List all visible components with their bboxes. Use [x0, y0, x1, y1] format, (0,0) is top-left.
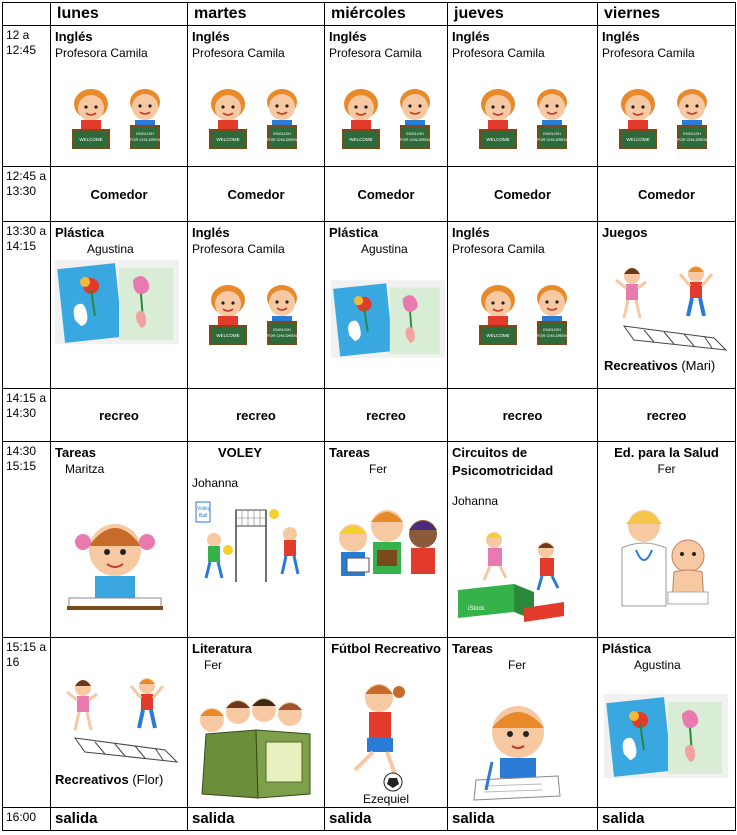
cell-tareas [448, 638, 598, 808]
svg-text:Ball: Ball [199, 513, 208, 519]
teacher: Profesora Camila [452, 242, 545, 256]
cell-plastica [325, 222, 448, 389]
teacher: Fer [508, 658, 526, 672]
teacher: Profesora Camila [192, 242, 285, 256]
subject: Inglés [329, 29, 367, 44]
subject: Tareas [452, 641, 493, 656]
teacher: Agustina [361, 242, 408, 256]
row-12-1245 [3, 26, 736, 167]
subject: Literatura [192, 641, 252, 656]
header-row [3, 3, 736, 26]
kids-books-icon [329, 498, 445, 588]
subject: Plástica [55, 225, 105, 240]
istock-watermark: iStock [468, 606, 485, 612]
cell-salida: salida [325, 808, 448, 831]
teacher: Fer [369, 462, 387, 476]
time-label: 13:30 a 14:15 [3, 222, 51, 389]
cell-comedor: Comedor [51, 167, 188, 222]
schedule-table [2, 2, 736, 831]
cell-salida: salida [188, 808, 325, 831]
cell-ingles [598, 26, 736, 167]
day-viernes: viernes [598, 3, 736, 26]
english-kids-icon [61, 82, 173, 152]
volleyball-icon [194, 500, 306, 584]
cell-juegos-recreativos [51, 638, 188, 808]
cell-recreo: recreo [325, 389, 448, 442]
cell-comedor: Comedor [325, 167, 448, 222]
english-kids-icon [198, 278, 310, 348]
activity-note [604, 358, 715, 373]
cell-salida: salida [51, 808, 188, 831]
cell-ingles [325, 26, 448, 167]
teacher: Profesora Camila [602, 46, 695, 60]
subject: Inglés [452, 225, 490, 240]
teacher: Profesora Camila [452, 46, 545, 60]
subject: Plástica [602, 641, 652, 656]
day-jueves: jueves [448, 3, 598, 26]
day-miercoles: miércoles [325, 3, 448, 26]
time-label: 12 a 12:45 [3, 26, 51, 167]
cell-salud [598, 442, 736, 638]
row-1415-1430 [3, 389, 736, 442]
cell-comedor: Comedor [448, 167, 598, 222]
cell-plastica [51, 222, 188, 389]
time-label: 14:30 15:15 [3, 442, 51, 638]
cell-tareas [51, 442, 188, 638]
subject: Plástica [329, 225, 379, 240]
note-rest: (Mari) [677, 358, 716, 373]
cell-ingles [448, 26, 598, 167]
time-label: 15:15 a 16 [3, 638, 51, 808]
soccer-girl-icon [329, 678, 425, 792]
subject: VOLEY [218, 445, 263, 460]
subject: Inglés [452, 29, 490, 44]
subject: Ed. para la Salud [614, 445, 719, 460]
english-kids-icon [608, 82, 720, 152]
english-kids-icon [468, 278, 580, 348]
cell-juegos [598, 222, 736, 389]
english-kids-icon [198, 82, 310, 152]
corner-cell [3, 3, 51, 26]
teacher: Fer [204, 658, 222, 672]
row-1600 [3, 808, 736, 831]
cell-voley [188, 442, 325, 638]
cell-salida: salida [448, 808, 598, 831]
doctor-baby-icon [604, 498, 728, 608]
subject: Circuitos de Psicomotricidad [452, 445, 554, 478]
subject: Juegos [602, 225, 648, 240]
time-label: 16:00 [3, 808, 51, 831]
teacher: Profesora Camila [329, 46, 422, 60]
hand-art-icon [331, 278, 445, 360]
cell-recreo: recreo [188, 389, 325, 442]
subject: Inglés [192, 29, 230, 44]
kids-reading-icon [192, 690, 320, 802]
cell-salida: salida [598, 808, 736, 831]
teacher: Agustina [87, 242, 134, 256]
teacher: Johanna [452, 494, 499, 508]
subject: Tareas [55, 445, 96, 460]
english-kids-icon [468, 82, 580, 152]
cell-circuitos [448, 442, 598, 638]
cell-comedor: Comedor [598, 167, 736, 222]
subject: Inglés [602, 29, 640, 44]
psychomotor-circuit-icon [454, 528, 570, 632]
row-1515-16 [3, 638, 736, 808]
hand-art-icon [604, 694, 728, 778]
cell-comedor: Comedor [188, 167, 325, 222]
time-label: 12:45 a 13:30 [3, 167, 51, 222]
cell-ingles [51, 26, 188, 167]
teacher: Fer [657, 462, 676, 476]
row-1430-1515 [3, 442, 736, 638]
day-lunes: lunes [51, 3, 188, 26]
teacher: Profesora Camila [55, 46, 148, 60]
teacher: Profesora Camila [192, 46, 285, 60]
teacher: Maritza [65, 462, 105, 476]
girl-writing-icon [65, 512, 165, 612]
cell-ingles [448, 222, 598, 389]
cell-recreo: recreo [51, 389, 188, 442]
cell-plastica [598, 638, 736, 808]
cell-recreo: recreo [598, 389, 736, 442]
note-bold: Recreativos [604, 358, 678, 373]
hand-art-icon [55, 260, 179, 344]
cell-ingles [188, 222, 325, 389]
note-bold: Recreativos [55, 772, 129, 787]
subject: Fútbol Recreativo [331, 641, 441, 656]
cell-tareas [325, 442, 448, 638]
teacher: Agustina [634, 658, 681, 672]
activity-note [55, 772, 163, 787]
subject: Inglés [192, 225, 230, 240]
teacher: Ezequiel [362, 792, 410, 806]
hopscotch-icon [604, 260, 728, 354]
cell-literatura [188, 638, 325, 808]
boy-writing-icon [462, 696, 572, 802]
cell-ingles [188, 26, 325, 167]
cell-futbol [325, 638, 448, 808]
row-1245-1330 [3, 167, 736, 222]
hopscotch-icon [55, 672, 179, 766]
day-martes: martes [188, 3, 325, 26]
cell-recreo: recreo [448, 389, 598, 442]
note-rest: (Flor) [128, 772, 164, 787]
subject: Inglés [55, 29, 93, 44]
english-kids-icon [331, 82, 443, 152]
subject: Tareas [329, 445, 370, 460]
svg-text:Volley: Volley [197, 506, 211, 512]
time-label: 14:15 a 14:30 [3, 389, 51, 442]
row-1330-1415 [3, 222, 736, 389]
teacher: Johanna [192, 476, 239, 490]
